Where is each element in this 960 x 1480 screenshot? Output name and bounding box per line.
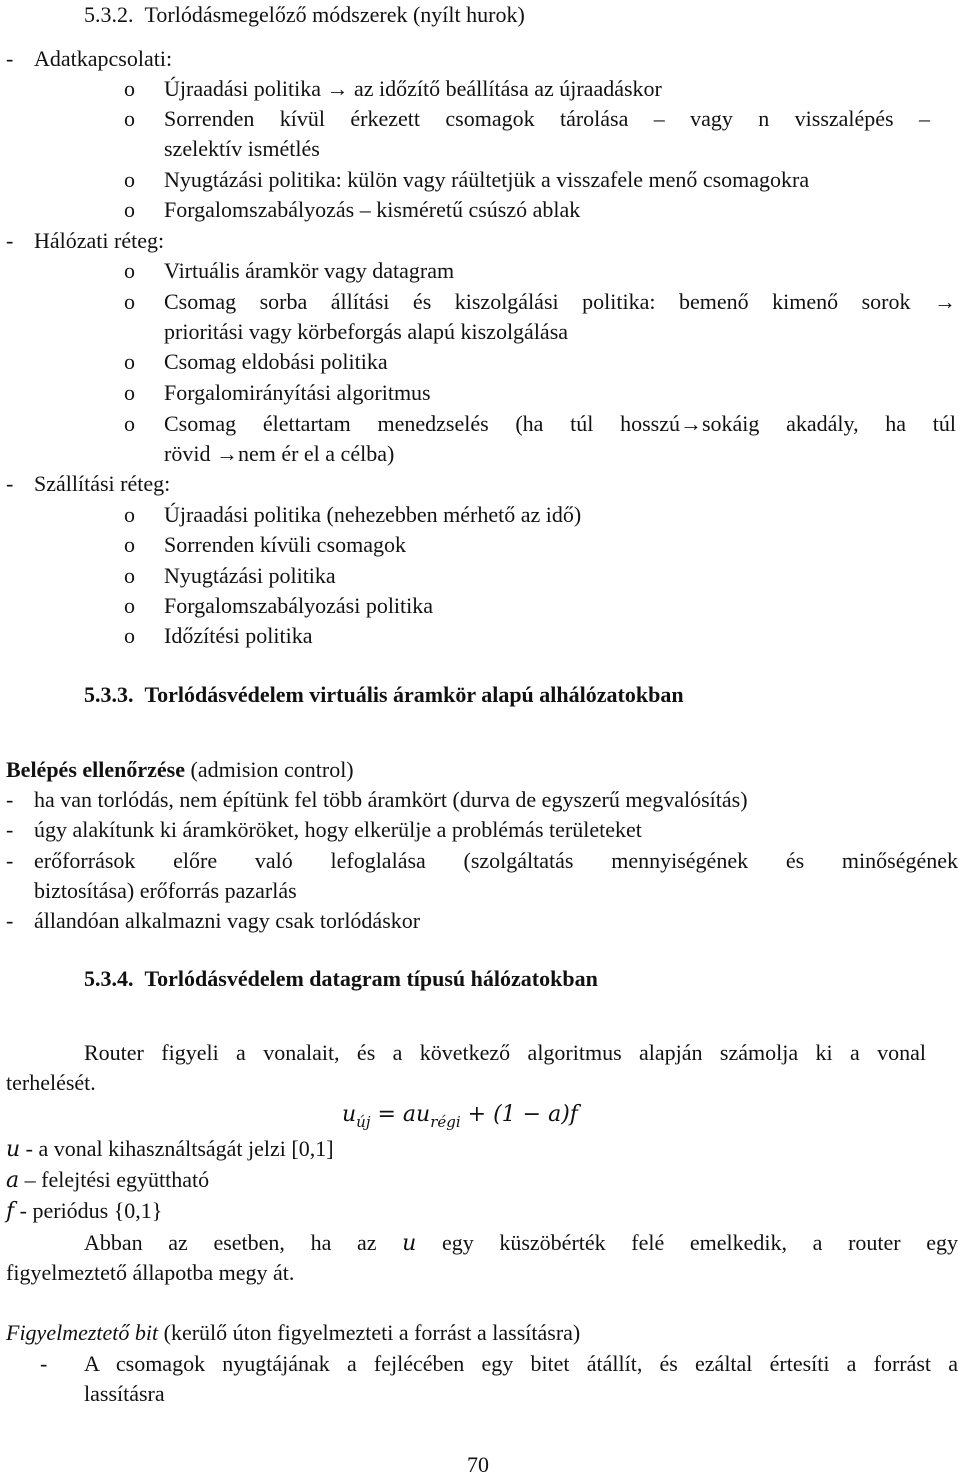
circle-bullet: o <box>124 380 135 405</box>
definition-line <box>6 1165 209 1196</box>
dash-bullet: - <box>6 228 14 253</box>
definition-text: - a vonal kihasználtságát jelzi [0,1] <box>20 1136 334 1161</box>
list-item: Sorrenden kívül érkezett csomagok tárolása – vagy n visszalépés – <box>164 106 930 131</box>
section-title: Torlódásvédelem datagram típusú hálózatokban <box>144 966 598 991</box>
formula-lhs: u <box>342 1102 357 1127</box>
list-item: Virtuális áramkör vagy datagram <box>164 258 455 283</box>
dash-bullet: - <box>6 471 14 496</box>
section-533-heading <box>84 680 684 710</box>
dash-bullet: - <box>6 817 14 842</box>
math-symbol: u <box>402 1231 417 1256</box>
warning-bit-term: Figyelmeztető bit <box>6 1320 159 1345</box>
math-symbol: u <box>6 1137 21 1162</box>
section-title: Torlódásmegelőző módszerek (nyílt hurok) <box>144 2 525 27</box>
paragraph-line: figyelmeztető állapotba megy át. <box>6 1260 295 1285</box>
dash-bullet: - <box>6 787 14 812</box>
circle-bullet: o <box>124 289 135 314</box>
warning-bit-line <box>6 1318 580 1348</box>
list-item: Sorrenden kívüli csomagok <box>164 532 406 557</box>
section-number: 5.3.3. <box>84 682 134 707</box>
dash-bullet: - <box>6 46 14 71</box>
circle-bullet: o <box>124 502 135 527</box>
paragraph-text: Abban az esetben, ha az <box>84 1230 377 1255</box>
definition-line <box>6 1196 162 1227</box>
circle-bullet: o <box>124 258 135 283</box>
definition-text: - periódus {0,1} <box>14 1198 163 1223</box>
link-layer-label: Adatkapcsolati: <box>34 46 173 71</box>
circle-bullet: o <box>124 197 135 222</box>
ewma-formula <box>342 1100 578 1137</box>
list-item: Forgalomirányítási algoritmus <box>164 380 431 405</box>
page-number: 70 <box>467 1452 489 1477</box>
formula-middle-subscript: régi <box>430 1113 461 1131</box>
list-item-continuation: lassításra <box>84 1381 165 1406</box>
definition-text: – felejtési együttható <box>19 1167 210 1192</box>
circle-bullet: o <box>124 106 135 131</box>
paragraph-text: egy küszöbérték felé emelkedik, a router egy <box>441 1230 958 1255</box>
list-item: ha van torlódás, nem építünk fel több áramkört (durva de egyszerű megvalósítás) <box>34 787 748 812</box>
admission-control-title: Belépés ellenőrzése <box>6 757 185 782</box>
section-532-heading <box>84 0 525 30</box>
math-symbol: f <box>6 1199 15 1224</box>
circle-bullet: o <box>124 349 135 374</box>
list-item-continuation: biztosítása) erőforrás pazarlás <box>34 878 297 903</box>
warning-bit-note: (kerülő úton figyelmezteti a forrást a lassításra) <box>158 1320 581 1345</box>
definition-line <box>6 1134 334 1165</box>
list-item: Csomag eldobási politika <box>164 349 388 374</box>
formula-rhs: + (1 − a)f <box>460 1102 578 1127</box>
admission-control-note: (admision control) <box>185 757 354 782</box>
list-item: állandóan alkalmazni vagy csak torlódáskor <box>34 908 421 933</box>
circle-bullet: o <box>124 563 135 588</box>
list-item-continuation: szelektív ismétlés <box>164 136 320 161</box>
list-item: Újraadási politika (nehezebben mérhető az idő) <box>164 502 582 527</box>
paragraph-line: Router figyeli a vonalait, és a következő algoritmus alapján számolja ki a vonal <box>84 1040 926 1065</box>
dash-bullet: - <box>40 1351 48 1376</box>
list-item: Időzítési politika <box>164 623 313 648</box>
list-item-continuation: prioritási vagy körbeforgás alapú kiszolgálása <box>164 319 569 344</box>
section-number: 5.3.4. <box>84 966 134 991</box>
list-item: Csomag élettartam menedzselés (ha túl hosszú→sokáig akadály, ha túl <box>164 411 956 436</box>
section-number: 5.3.2. <box>84 2 134 27</box>
circle-bullet: o <box>124 623 135 648</box>
dash-bullet: - <box>6 848 14 873</box>
list-item: Újraadási politika → az időzítő beállítása az újraadáskor <box>164 76 662 101</box>
list-item: Nyugtázási politika <box>164 563 336 588</box>
circle-bullet: o <box>124 76 135 101</box>
list-item: Nyugtázási politika: külön vagy ráültetjük a visszafele menő csomagokra <box>164 167 810 192</box>
circle-bullet: o <box>124 593 135 618</box>
circle-bullet: o <box>124 411 135 436</box>
list-item: Csomag sorba állítási és kiszolgálási politika: bemenő kimenő sorok → <box>164 289 956 314</box>
list-item: Forgalomszabályozási politika <box>164 593 434 618</box>
list-item: A csomagok nyugtájának a fejlécében egy bitet átállít, és ezáltal értesíti a forrást a <box>84 1351 958 1376</box>
transport-layer-label: Szállítási réteg: <box>34 471 171 496</box>
paragraph-line <box>84 1228 958 1259</box>
circle-bullet: o <box>124 167 135 192</box>
admission-control-line <box>6 755 354 785</box>
formula-middle: = au <box>370 1102 431 1127</box>
list-item-continuation: rövid →nem ér el a célba) <box>164 441 395 466</box>
list-item: erőforrások előre való lefoglalása (szolgáltatás mennyiségének és minőségének <box>34 848 958 873</box>
circle-bullet: o <box>124 532 135 557</box>
section-534-heading <box>84 964 598 994</box>
list-item: úgy alakítunk ki áramköröket, hogy elkerülje a problémás területeket <box>34 817 642 842</box>
formula-lhs-subscript: új <box>356 1113 371 1131</box>
section-title: Torlódásvédelem virtuális áramkör alapú alhálózatokban <box>144 682 684 707</box>
network-layer-label: Hálózati réteg: <box>34 228 165 253</box>
math-symbol: a <box>6 1168 20 1193</box>
paragraph-line: terhelését. <box>6 1070 96 1095</box>
dash-bullet: - <box>6 908 14 933</box>
list-item: Forgalomszabályozás – kisméretű csúszó ablak <box>164 197 581 222</box>
